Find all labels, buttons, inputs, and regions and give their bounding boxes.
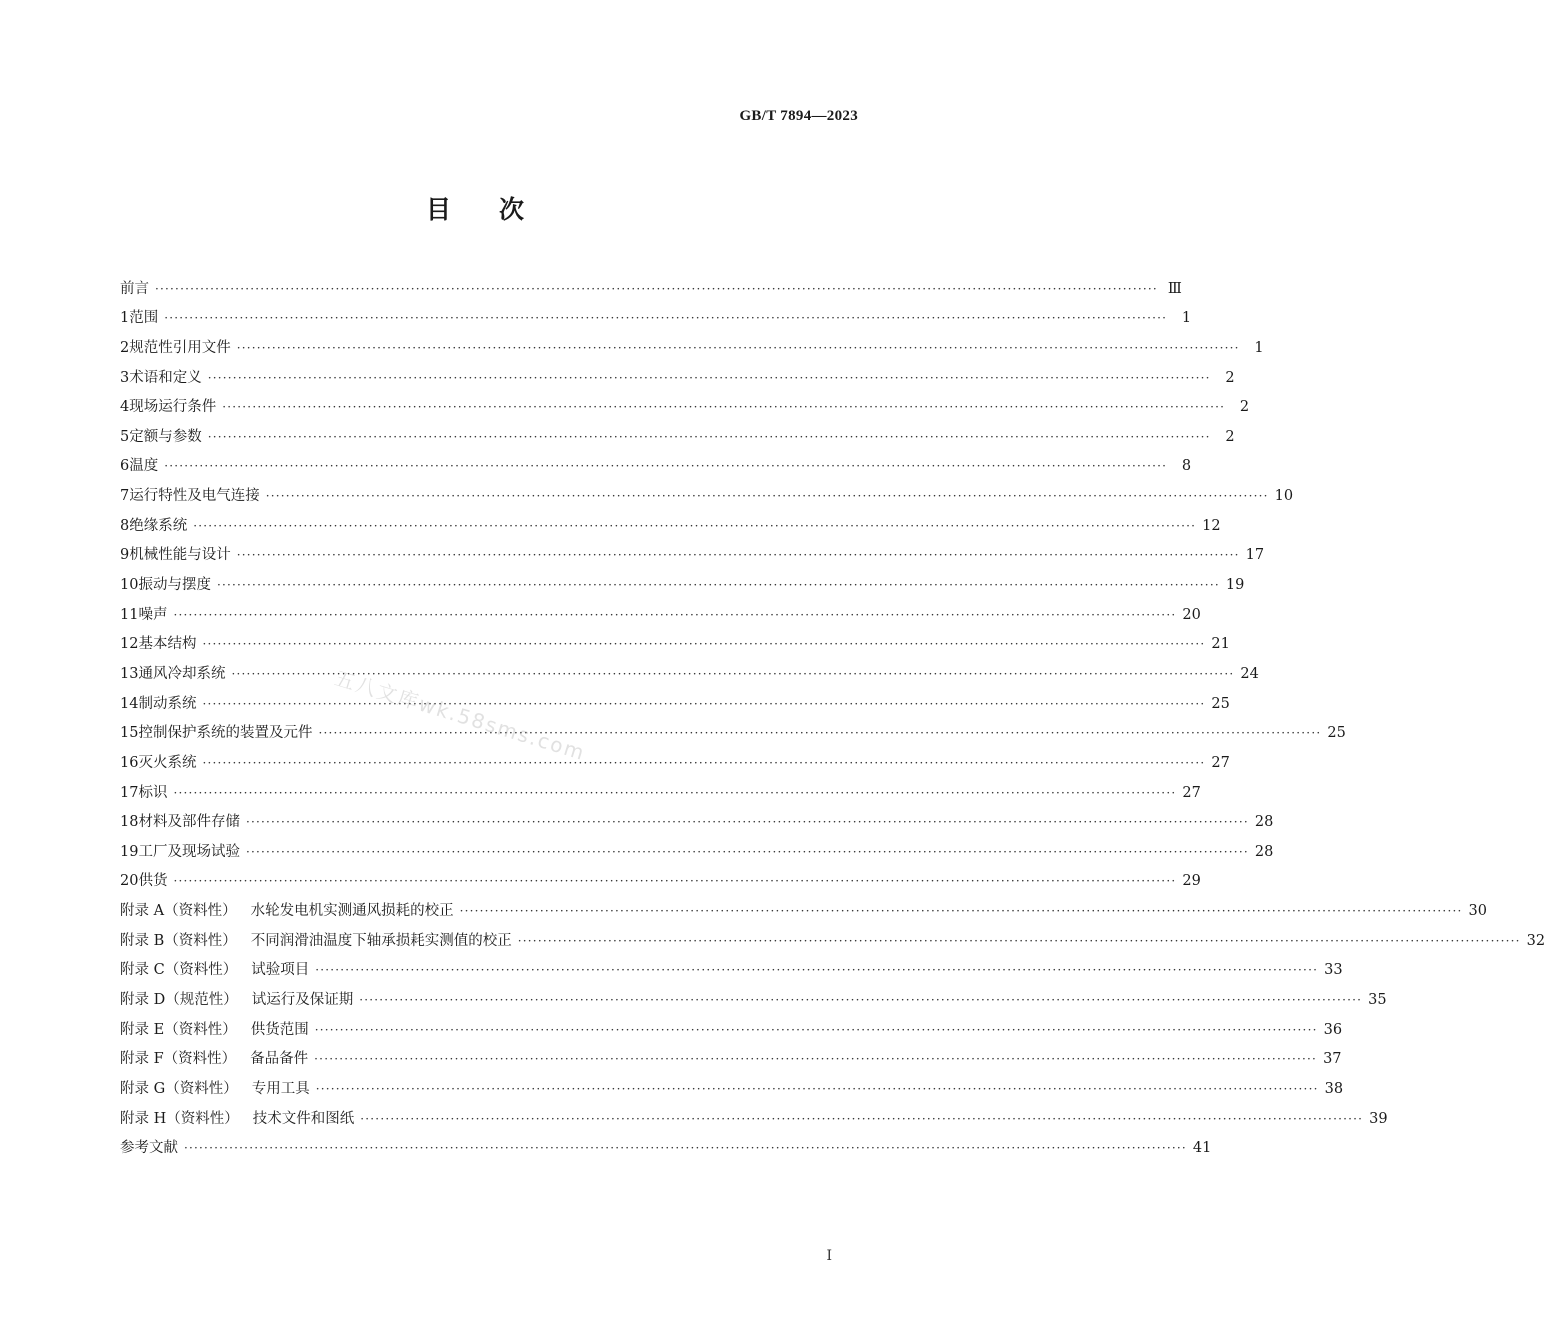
toc-entry-title: 定额与参数 bbox=[129, 428, 202, 445]
toc-entry[interactable] bbox=[120, 268, 1182, 298]
toc-page-number: 17 bbox=[1245, 547, 1265, 564]
toc-entry-title: 专用工具 bbox=[251, 1080, 310, 1097]
toc-dot-leader: ········································································································································································································ bbox=[318, 726, 1322, 741]
toc-entry-title: 温度 bbox=[129, 458, 159, 475]
toc-dot-leader: ········································································································································································································ bbox=[314, 1022, 1318, 1037]
toc-entry-number: 5 bbox=[120, 428, 130, 445]
toc-page-number: 41 bbox=[1192, 1140, 1212, 1157]
toc-page-number: 36 bbox=[1323, 1021, 1343, 1038]
toc-page-number: 2 bbox=[1225, 428, 1235, 445]
standard-code: GB/T 7894—2023 bbox=[739, 108, 858, 124]
toc-page-number: 1 bbox=[1181, 310, 1192, 327]
toc-entry[interactable] bbox=[120, 594, 1201, 624]
toc-entry-number: 1 bbox=[120, 310, 130, 327]
toc-dot-leader: ········································································································································································································ bbox=[216, 578, 1220, 593]
toc-dot-leader: ········································································································································································································ bbox=[202, 755, 1206, 770]
toc-appendix-label: 附录 G（资料性） bbox=[120, 1080, 238, 1097]
toc-dot-leader: ········································································································································································································ bbox=[173, 607, 1177, 622]
toc-dot-leader: ········································································································································································································ bbox=[314, 1052, 1318, 1067]
toc-dot-leader: ········································································································································································································ bbox=[173, 874, 1177, 889]
toc-dot-leader: ········································································································································································································ bbox=[155, 281, 1158, 296]
toc-entry-title: 规范性引用文件 bbox=[129, 339, 231, 356]
toc-entry[interactable] bbox=[120, 357, 1235, 387]
toc-entry-number: 15 bbox=[120, 725, 139, 742]
toc-entry-title: 技术文件和图纸 bbox=[252, 1110, 355, 1127]
toc-dot-leader: ········································································································································································································ bbox=[236, 548, 1240, 563]
toc-entry-number: 9 bbox=[120, 547, 130, 564]
toc-page-number: 8 bbox=[1181, 458, 1192, 475]
toc-dot-leader: ········································································································································································································ bbox=[245, 815, 1249, 830]
toc-entry-title: 灭火系统 bbox=[138, 754, 197, 771]
toc-entry-number: 13 bbox=[120, 665, 139, 682]
toc-entry[interactable] bbox=[120, 802, 1274, 832]
toc-dot-leader: ········································································································································································································ bbox=[207, 370, 1211, 385]
toc-entry-title: 供货范围 bbox=[250, 1021, 309, 1038]
toc-page-number: 33 bbox=[1324, 962, 1343, 979]
toc-entry-title: 水轮发电机实测通风损耗的校正 bbox=[250, 903, 454, 920]
toc-appendix-label: 附录 B（资料性） bbox=[120, 932, 237, 949]
toc-entry-title: 备品备件 bbox=[250, 1051, 309, 1068]
toc-entry-number: 6 bbox=[120, 458, 130, 475]
toc-page-number: 27 bbox=[1211, 754, 1230, 771]
toc-dot-leader: ········································································································································································································ bbox=[359, 993, 1363, 1008]
toc-entry-number: 12 bbox=[120, 636, 139, 653]
toc-entry-number: 14 bbox=[120, 695, 139, 712]
watermark: 五八文库wk.58sms.com bbox=[331, 665, 589, 766]
toc-entry-title: 前言 bbox=[120, 280, 149, 297]
page-title: 目次 bbox=[425, 195, 572, 224]
toc-dot-leader: ········································································································································································································ bbox=[517, 933, 1521, 948]
toc-entry-title: 不同润滑油温度下轴承损耗实测值的校正 bbox=[250, 932, 512, 949]
toc-entry[interactable] bbox=[120, 920, 1545, 950]
toc-entry[interactable] bbox=[120, 1098, 1388, 1128]
toc-entry-number: 3 bbox=[120, 369, 130, 386]
toc-entry[interactable] bbox=[120, 979, 1387, 1009]
toc-page-number: 30 bbox=[1468, 903, 1487, 920]
toc-entry-number: 20 bbox=[120, 873, 139, 890]
toc-page-number: 1 bbox=[1254, 339, 1264, 356]
toc-dot-leader: ········································································································································································································ bbox=[173, 785, 1177, 800]
toc-dot-leader: ········································································································································································································ bbox=[164, 311, 1168, 326]
toc-dot-leader: ········································································································································································································ bbox=[315, 1081, 1319, 1096]
toc-page-number: Ⅲ bbox=[1167, 280, 1182, 297]
toc-entry[interactable] bbox=[120, 564, 1245, 594]
page-number: I bbox=[826, 1248, 832, 1264]
toc-page-number: 19 bbox=[1225, 577, 1245, 594]
toc-entry[interactable] bbox=[120, 772, 1201, 802]
toc-entry[interactable] bbox=[120, 387, 1250, 417]
toc-entry[interactable] bbox=[120, 861, 1201, 891]
toc-dot-leader: ········································································································································································································ bbox=[184, 1141, 1187, 1156]
toc-page-number: 12 bbox=[1202, 517, 1221, 534]
toc-entry-number: 4 bbox=[120, 399, 130, 416]
toc-entry-title: 参考文献 bbox=[120, 1140, 178, 1157]
toc-entry[interactable] bbox=[120, 416, 1235, 446]
toc-page-number: 29 bbox=[1182, 873, 1201, 890]
toc-entry-title: 振动与摆度 bbox=[138, 577, 211, 594]
toc-appendix-label: 附录 F（资料性） bbox=[120, 1051, 237, 1068]
toc-entry-title: 试验项目 bbox=[251, 962, 310, 979]
toc-entry[interactable] bbox=[120, 742, 1230, 772]
toc-entry[interactable] bbox=[120, 1039, 1342, 1069]
toc-entry-title: 范围 bbox=[129, 310, 159, 327]
toc-dot-leader: ········································································································································································································ bbox=[202, 637, 1206, 652]
toc-entry-title: 机械性能与设计 bbox=[129, 547, 231, 564]
toc-dot-leader: ········································································································································································································ bbox=[315, 963, 1319, 978]
toc-entry[interactable] bbox=[120, 890, 1487, 920]
toc-page-number: 37 bbox=[1323, 1051, 1342, 1068]
toc-page-number: 28 bbox=[1254, 814, 1274, 831]
toc-entry[interactable] bbox=[120, 1068, 1344, 1098]
toc-page-number: 21 bbox=[1211, 636, 1230, 653]
toc-appendix-label: 附录 A（资料性） bbox=[120, 903, 237, 920]
toc-entry-title: 现场运行条件 bbox=[129, 399, 217, 416]
toc-appendix-label: 附录 E（资料性） bbox=[120, 1021, 237, 1038]
toc-entry-number: 2 bbox=[120, 339, 130, 356]
toc-dot-leader: ········································································································································································································ bbox=[236, 340, 1240, 355]
toc-appendix-label: 附录 D（规范性） bbox=[120, 992, 238, 1009]
toc-page-number: 27 bbox=[1182, 784, 1201, 801]
toc-entry[interactable] bbox=[120, 298, 1192, 328]
toc-entry-number: 19 bbox=[120, 843, 139, 860]
toc-entry[interactable] bbox=[120, 624, 1230, 654]
toc-entry-title: 基本结构 bbox=[138, 636, 197, 653]
toc-entry-title: 术语和定义 bbox=[129, 369, 202, 386]
toc-entry-title: 标识 bbox=[138, 784, 168, 801]
toc-entry-title: 运行特性及电气连接 bbox=[129, 488, 260, 505]
toc-page-number: 35 bbox=[1368, 992, 1387, 1009]
toc-page-number: 32 bbox=[1526, 932, 1545, 949]
toc-page-number: 24 bbox=[1240, 665, 1259, 682]
toc-page-number: 2 bbox=[1225, 369, 1235, 386]
toc-entry-title: 试运行及保证期 bbox=[251, 992, 354, 1009]
toc-entry[interactable] bbox=[120, 446, 1192, 476]
toc-dot-leader: ········································································································································································································ bbox=[207, 429, 1211, 444]
toc-page-number: 25 bbox=[1327, 725, 1346, 742]
toc-page-number: 20 bbox=[1182, 606, 1201, 623]
toc-page-number: 10 bbox=[1274, 488, 1294, 505]
toc-entry[interactable] bbox=[120, 831, 1274, 861]
toc-entry-number: 8 bbox=[120, 517, 130, 534]
toc-entry-number: 11 bbox=[120, 606, 139, 623]
toc-page-number: 38 bbox=[1324, 1080, 1344, 1097]
toc-dot-leader: ········································································································································································································ bbox=[265, 489, 1269, 504]
toc-entry-title: 制动系统 bbox=[138, 695, 197, 712]
toc-dot-leader: ········································································································································································································ bbox=[164, 459, 1168, 474]
toc-page-number: 25 bbox=[1211, 695, 1230, 712]
toc-entry[interactable] bbox=[120, 327, 1264, 357]
toc-entry-number: 7 bbox=[120, 488, 130, 505]
toc-entry[interactable] bbox=[120, 1009, 1343, 1039]
toc-entry-title: 工厂及现场试验 bbox=[138, 843, 240, 860]
toc-dot-leader: ········································································································································································································ bbox=[193, 518, 1197, 533]
toc-entry[interactable] bbox=[120, 475, 1294, 505]
toc-entry[interactable] bbox=[120, 535, 1265, 565]
toc-entry-title: 供货 bbox=[138, 873, 168, 890]
toc-dot-leader: ········································································································································································································ bbox=[360, 1111, 1364, 1126]
toc-dot-leader: ········································································································································································································ bbox=[245, 844, 1249, 859]
toc-appendix-label: 附录 C（资料性） bbox=[120, 962, 238, 979]
toc-entry-number: 16 bbox=[120, 754, 139, 771]
toc-entry[interactable] bbox=[120, 653, 1259, 683]
toc-entry-title: 材料及部件存储 bbox=[138, 814, 240, 831]
toc-dot-leader: ········································································································································································································ bbox=[222, 400, 1226, 415]
toc-dot-leader: ········································································································································································································ bbox=[459, 904, 1463, 919]
toc-entry[interactable] bbox=[120, 505, 1221, 535]
toc-entry-number: 18 bbox=[120, 814, 139, 831]
toc-dot-leader: ········································································································································································································ bbox=[231, 666, 1235, 681]
toc-entry-number: 10 bbox=[120, 577, 139, 594]
toc-entry[interactable] bbox=[120, 950, 1343, 980]
toc-page-number: 39 bbox=[1369, 1110, 1388, 1127]
toc-page-number: 28 bbox=[1254, 843, 1274, 860]
toc-entry-title: 控制保护系统的装置及元件 bbox=[138, 725, 313, 742]
toc-entry-number: 17 bbox=[120, 784, 139, 801]
toc-appendix-label: 附录 H（资料性） bbox=[120, 1110, 239, 1127]
toc-entry-title: 噪声 bbox=[138, 606, 168, 623]
toc-entry-title: 通风冷却系统 bbox=[138, 665, 226, 682]
toc-entry-title: 绝缘系统 bbox=[129, 517, 188, 534]
toc-page-number: 2 bbox=[1239, 399, 1250, 416]
toc-dot-leader: ········································································································································································································ bbox=[202, 696, 1206, 711]
toc-entry[interactable] bbox=[120, 1128, 1212, 1158]
